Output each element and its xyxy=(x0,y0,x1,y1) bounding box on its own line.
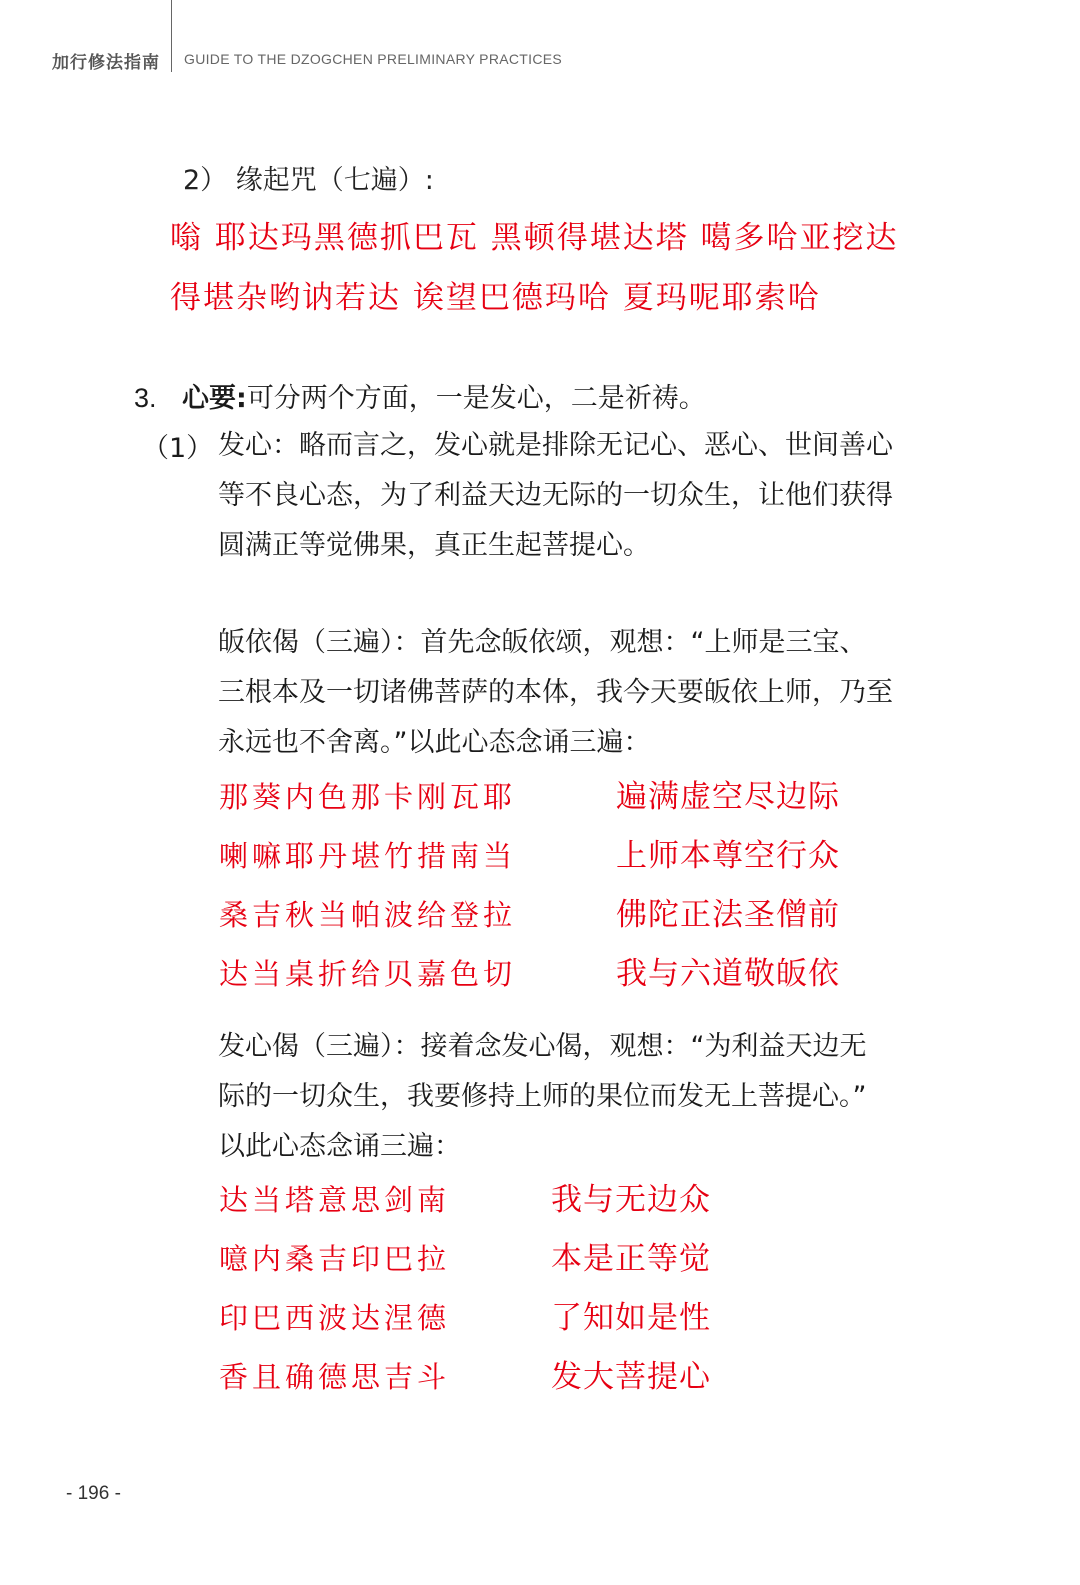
header-divider xyxy=(171,0,172,72)
header-title-zh: 加行修法指南 xyxy=(52,53,160,73)
verse-line: 发大菩提心 xyxy=(551,1359,711,1395)
section-3-heading xyxy=(134,376,706,415)
paragraph-line: 永远也不舍离。”以此心态念诵三遍： xyxy=(218,727,651,758)
paragraph-line: 皈依偈（三遍）：首先念皈依颂，观想：“上师是三宝、 xyxy=(218,627,867,658)
paragraph-line: 圆满正等觉佛果，真正生起菩提心。 xyxy=(218,530,650,561)
paragraph-line: 以此心态念诵三遍： xyxy=(218,1131,461,1162)
verse-line: 香且确德思吉斗 xyxy=(219,1360,451,1394)
bodhicitta-intro xyxy=(218,1022,918,1172)
verse-line: 印巴西波达涅德 xyxy=(219,1301,451,1335)
verse-line: 了知如是性 xyxy=(551,1300,711,1336)
verse-line: 达当桌折给贝嘉色切 xyxy=(219,957,517,991)
page-number: - 196 - xyxy=(66,1483,121,1504)
dependent-origination-heading: 2） 缘起咒（七遍）: xyxy=(183,165,434,196)
paragraph-line: 际的一切众生，我要修持上师的果位而发无上菩提心。” xyxy=(218,1081,867,1112)
section-number: 3. xyxy=(134,383,157,413)
verse-line: 喇嘛耶丹堪竹措南当 xyxy=(219,839,517,873)
section-title: 心要: xyxy=(182,383,247,414)
bodhicitta-paragraph xyxy=(218,421,918,571)
paragraph-line: 发心：略而言之，发心就是排除无记心、恶心、世间善心 xyxy=(218,430,893,461)
verse-line: 本是正等觉 xyxy=(551,1241,711,1277)
verse-line: 我与六道敬皈依 xyxy=(616,956,840,992)
verse-line: 上师本尊空行众 xyxy=(616,838,840,874)
header-title-en: GUIDE TO THE DZOGCHEN PRELIMINARY PRACTICES xyxy=(184,51,563,67)
paragraph-line: 发心偈（三遍）：接着念发心偈，观想：“为利益天边无 xyxy=(218,1031,867,1062)
section-text: 可分两个方面，一是发心，二是祈祷。 xyxy=(246,383,706,414)
verse-line: 我与无边众 xyxy=(551,1182,711,1218)
verse-line: 达当塔意思剑南 xyxy=(219,1183,451,1217)
paragraph-line: 等不良心态，为了利益天边无际的一切众生，让他们获得 xyxy=(218,480,893,511)
subsection-marker: （1） xyxy=(142,433,214,464)
bodhicitta-verse-chinese xyxy=(551,1171,711,1407)
refuge-verse-tibetan xyxy=(219,768,516,1004)
refuge-intro xyxy=(218,618,918,768)
verse-line: 遍满虚空尽边际 xyxy=(616,779,840,815)
refuge-verse-chinese xyxy=(616,768,840,1004)
verse-line: 那葵内色那卡刚瓦耶 xyxy=(219,780,517,814)
bodhicitta-verse-tibetan xyxy=(219,1171,450,1407)
paragraph-line: 三根本及一切诸佛菩萨的本体，我今天要皈依上师，乃至 xyxy=(218,677,893,708)
mantra-line: 得堪杂哟讷若达 诶望巴德玛哈 夏玛呢耶索哈 xyxy=(170,280,821,316)
mantra-line: 嗡 耶达玛黑德抓巴瓦 黑顿得堪达塔 噶多哈亚挖达 xyxy=(170,220,899,256)
verse-line: 桑吉秋当帕波给登拉 xyxy=(219,898,517,932)
verse-line: 噫内桑吉印巴拉 xyxy=(219,1242,451,1276)
verse-line: 佛陀正法圣僧前 xyxy=(616,897,840,933)
